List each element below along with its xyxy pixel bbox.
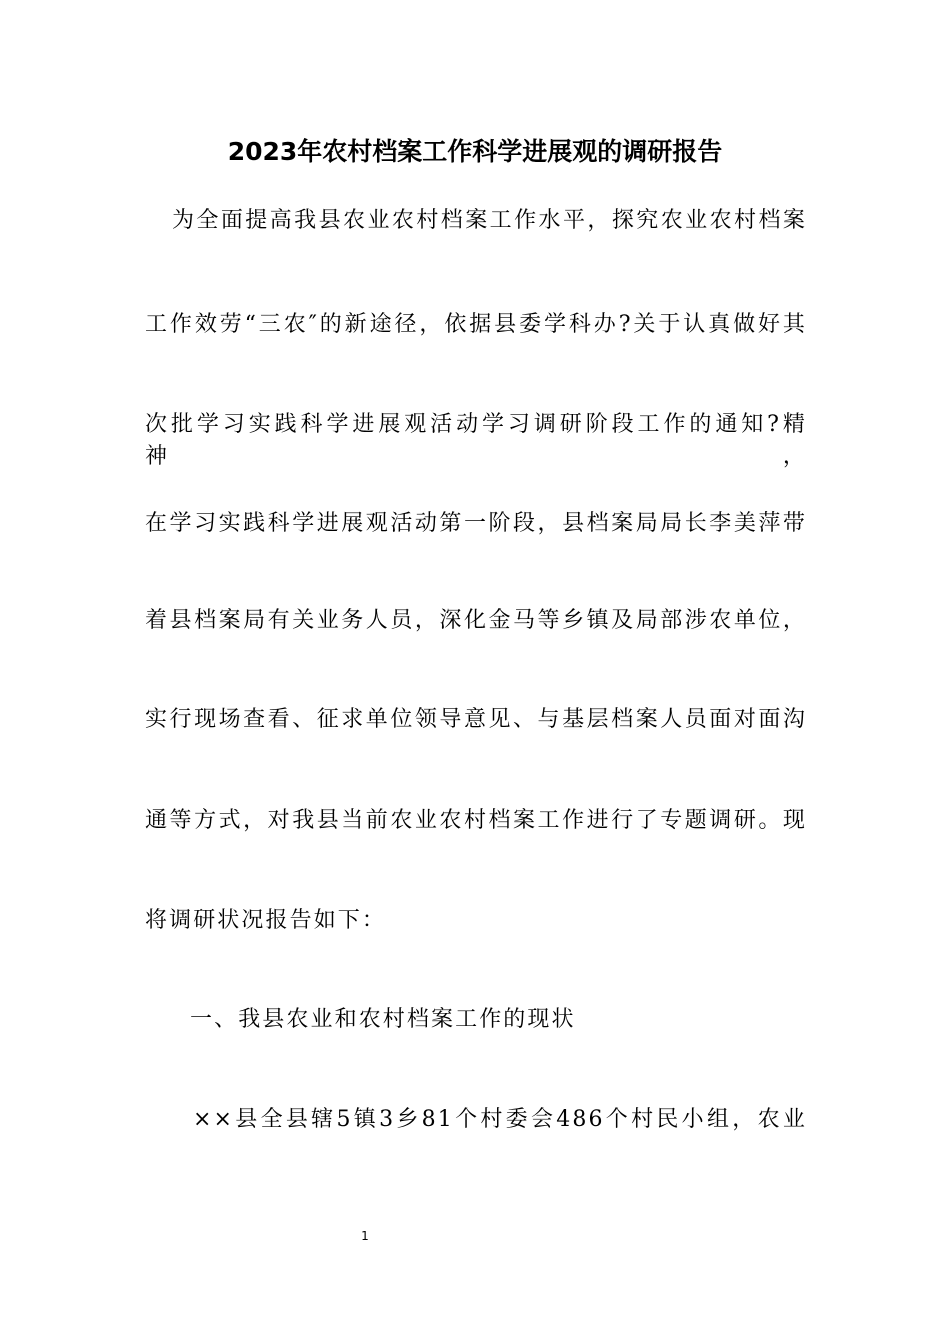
document-title: 2023年农村档案工作科学进展观的调研报告 xyxy=(227,137,723,166)
paragraph-line-1: 为全面提高我县农业农村档案工作水平，探究农业农村档案 xyxy=(172,208,807,233)
paragraph-line-5: 着县档案局有关业务人员，深化金马等乡镇及局部涉农单位， xyxy=(145,608,807,633)
paragraph-line-2: 工作效劳“三农″的新途径，依据县委学科办?关于认真做好其 xyxy=(145,312,807,337)
paragraph-line-7: 通等方式，对我县当前农业农村档案工作进行了专题调研。现 xyxy=(145,808,807,833)
paragraph-line-3: 次批学习实践科学进展观活动学习调研阶段工作的通知?精神， xyxy=(145,412,807,469)
section-heading: 一、我县农业和农村档案工作的现状 xyxy=(190,1007,576,1032)
paragraph-line-6: 实行现场查看、征求单位领导意见、与基层档案人员面对面沟 xyxy=(145,707,807,732)
section-first-line: ××县全县辖5镇3乡81个村委会486个村民小组，农业 xyxy=(193,1107,807,1132)
paragraph-line-8: 将调研状况报告如下： xyxy=(145,908,387,933)
page-number: 1 xyxy=(361,1229,369,1243)
paragraph-line-4: 在学习实践科学进展观活动第一阶段，县档案局局长李美萍带 xyxy=(145,511,807,536)
